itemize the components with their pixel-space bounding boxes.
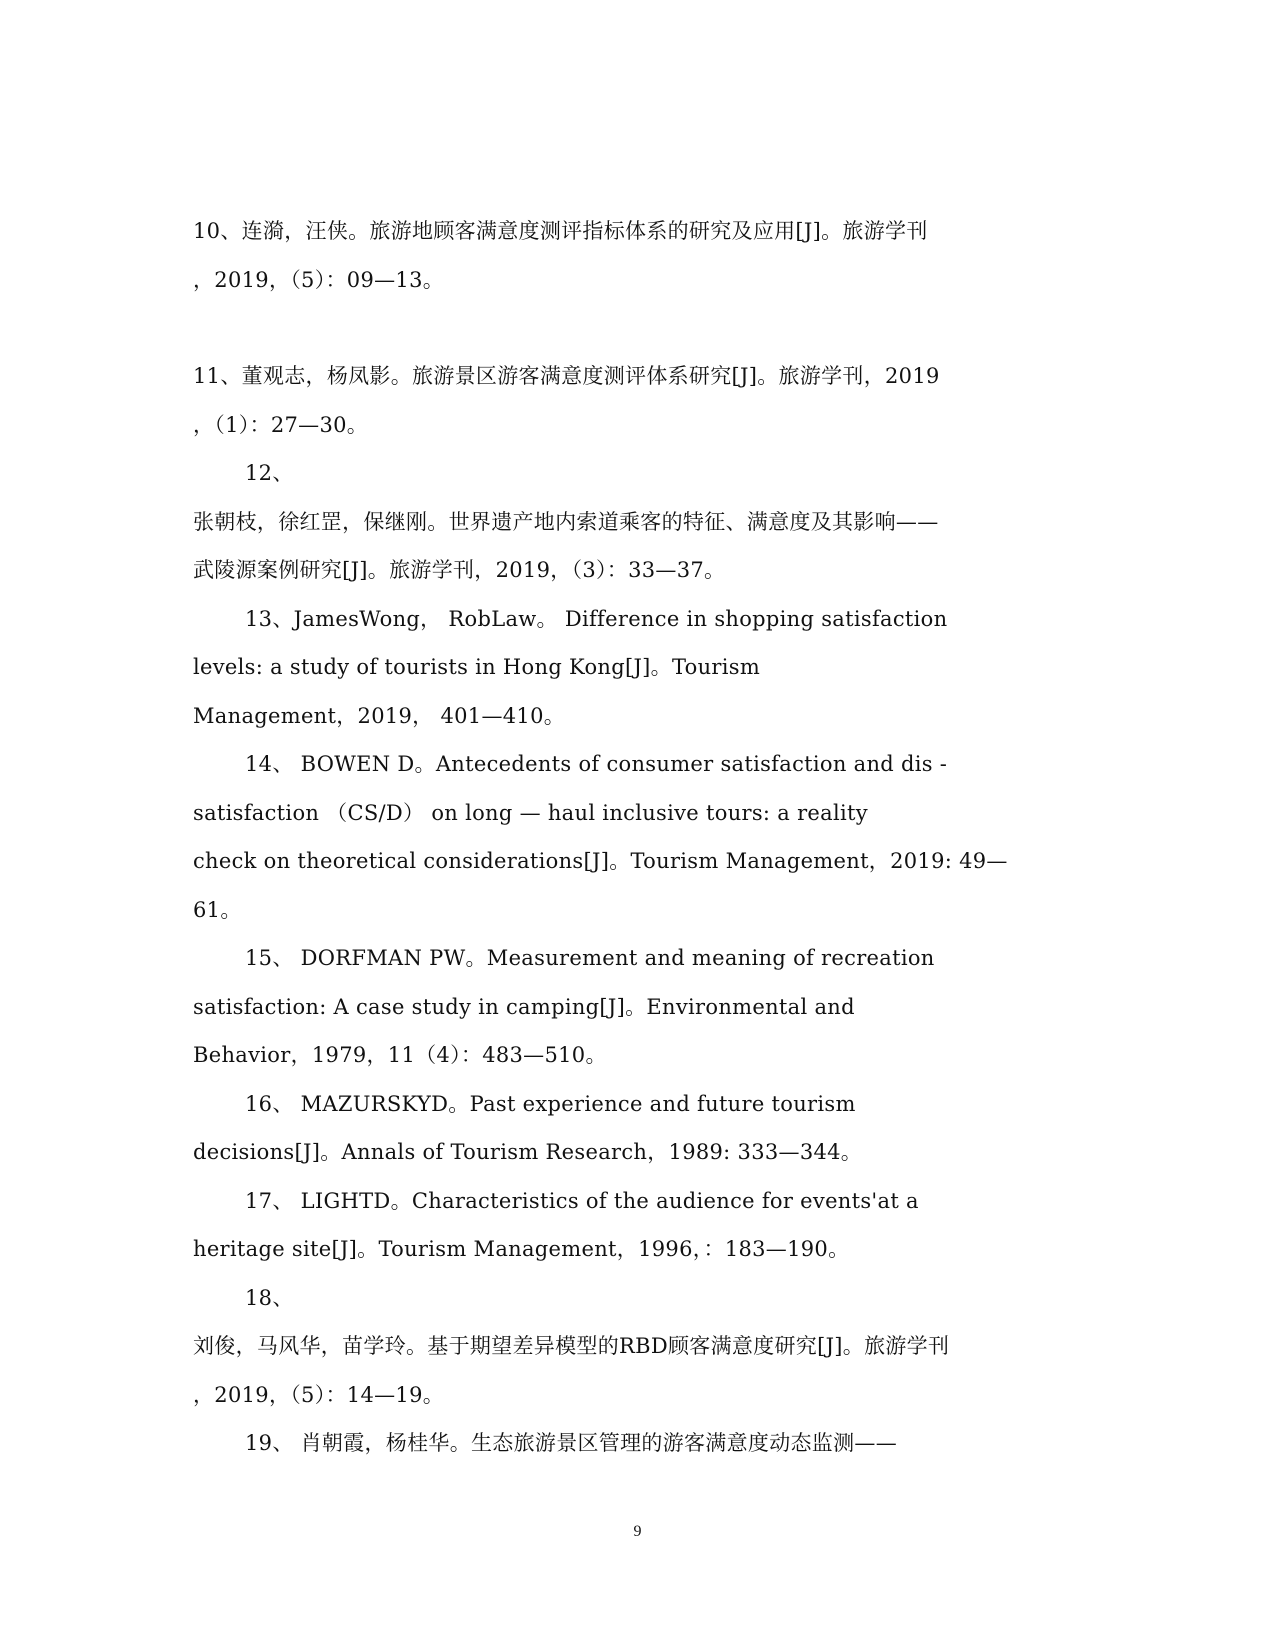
reference-line: 17、 LIGHTD。Characteristics of the audience for events'at a (245, 1188, 919, 1213)
reference-line: 武陵源案例研究[J]。旅游学刊，2019，（3）：33—37。 (193, 558, 726, 582)
page-number: 9 (633, 1523, 642, 1540)
reference-line: heritage site[J]。Tourism Management，1996，：183—190。 (193, 1237, 850, 1261)
reference-entry (193, 595, 1093, 741)
reference-list (193, 207, 1093, 1468)
reference-line: satisfaction: A case study in camping[J]。Environmental and (193, 994, 855, 1019)
reference-line: 10、连漪，汪侠。旅游地顾客满意度测评指标体系的研究及应用[J]。旅游学刊 (193, 219, 928, 243)
reference-entry (193, 1274, 1093, 1420)
reference-line: 14、 BOWEN D。Antecedents of consumer satisfaction and dis - (245, 752, 948, 776)
reference-line: Behavior，1979，11（4）：483—510。 (193, 1043, 607, 1067)
reference-line: levels: a study of tourists in Hong Kong[J]。Tourism (193, 655, 761, 679)
reference-line: ，2019，（5）：14—19。 (193, 1382, 445, 1407)
reference-line: 13、JamesWong， RobLaw。 Difference in shopping satisfaction (245, 606, 948, 631)
reference-line: 11、董观志，杨凤影。旅游景区游客满意度测评体系研究[J]。旅游学刊，2019 (193, 364, 940, 388)
reference-line: 15、 DORFMAN PW。Measurement and meaning of recreation (245, 946, 935, 970)
reference-entry (193, 207, 1093, 304)
reference-line: satisfaction （CS/D） on long — haul inclusive tours: a reality (193, 800, 868, 825)
reference-line: 张朝枝，徐红罡，保继刚。世界遗产地内索道乘客的特征、满意度及其影响—— (193, 509, 939, 534)
reference-entry (193, 1177, 1093, 1274)
reference-entry (193, 1419, 1093, 1468)
reference-line: check on theoretical considerations[J]。Tourism Management，2019: 49— (193, 849, 1008, 873)
reference-line: decisions[J]。Annals of Tourism Research，1989: 333—344。 (193, 1140, 863, 1164)
reference-line: ，2019，（5）：09—13。 (193, 267, 445, 292)
reference-line: 16、 MAZURSKYD。Past experience and future tourism (245, 1091, 856, 1116)
reference-number: 18、 (245, 1285, 294, 1310)
reference-line: 19、 肖朝霞，杨桂华。生态旅游景区管理的游客满意度动态监测—— (245, 1431, 897, 1455)
reference-entry (193, 934, 1093, 1080)
reference-line: 61。 (193, 897, 242, 922)
reference-entry (193, 1080, 1093, 1177)
reference-line: 刘俊，马风华，苗学玲。基于期望差异模型的RBD顾客满意度研究[J]。旅游学刊 (193, 1334, 950, 1358)
reference-number: 12、 (245, 461, 294, 485)
reference-entry (193, 740, 1093, 934)
reference-entry (193, 352, 1093, 449)
reference-line: ，（1）：27—30。 (193, 412, 369, 437)
reference-entry (193, 449, 1093, 595)
paragraph-gap (193, 304, 1093, 352)
reference-line: Management，2019， 401—410。 (193, 703, 566, 728)
